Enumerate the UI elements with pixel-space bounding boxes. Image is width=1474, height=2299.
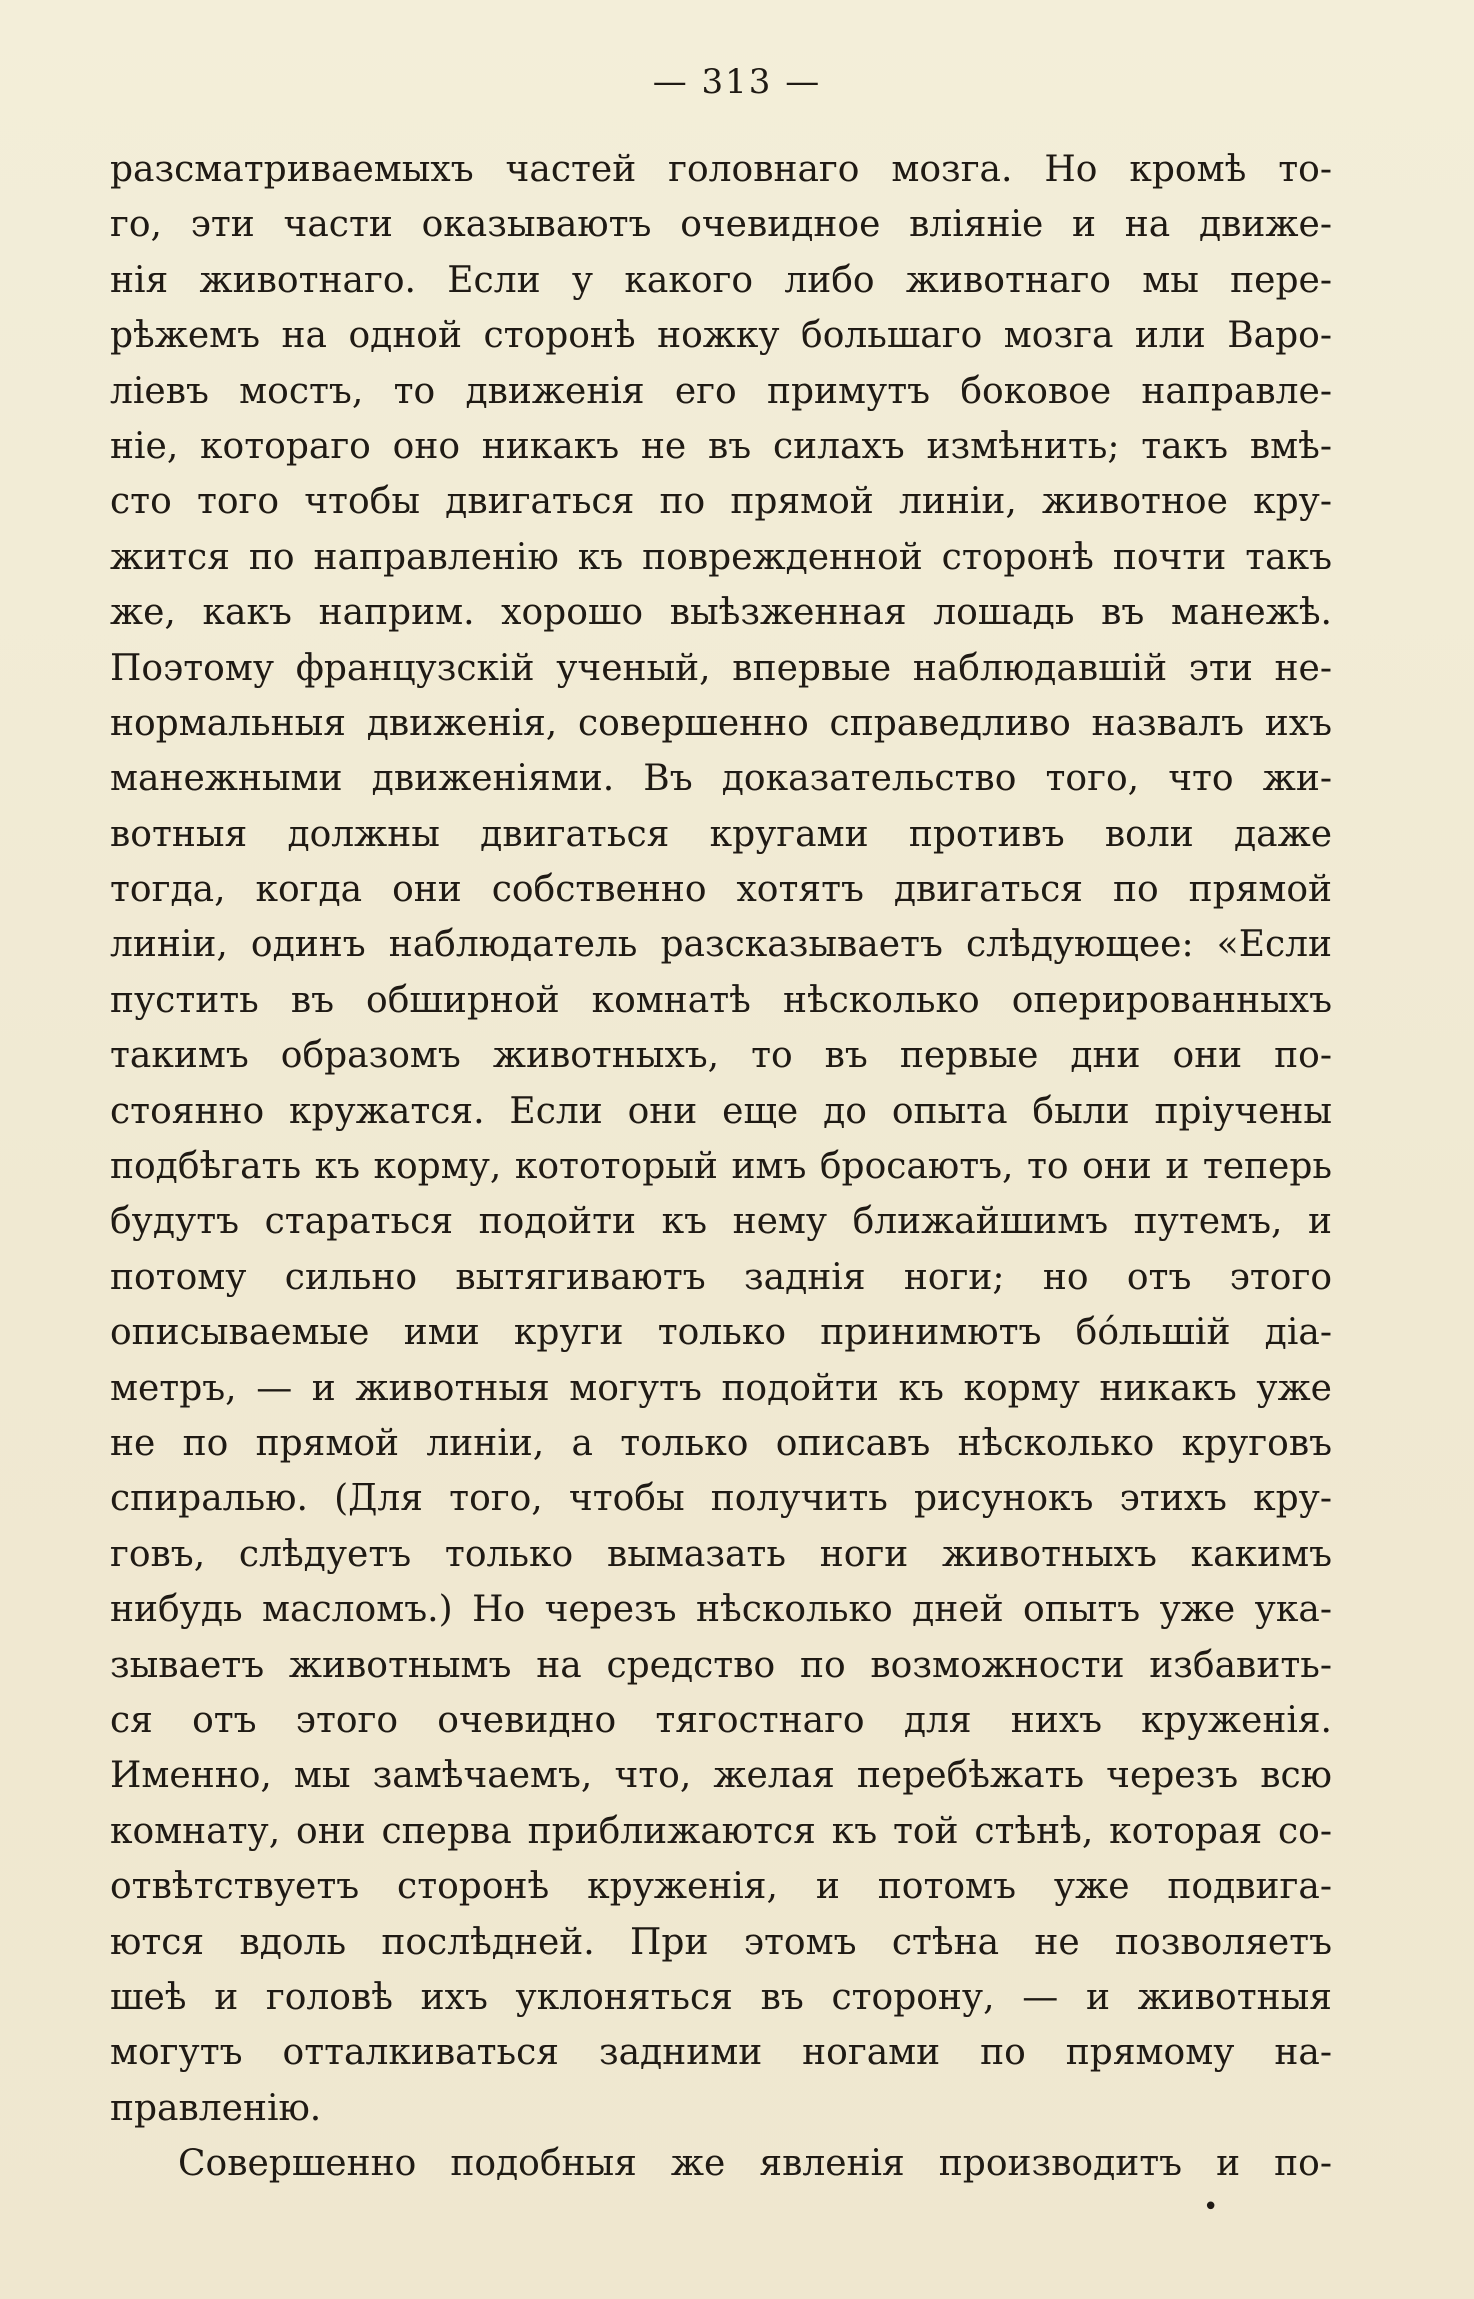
text-line: рѣжемъ на одной сторонѣ ножку большаго мозга или Варо- — [110, 315, 1332, 357]
text-line: подбѣгать къ корму, кототорый имъ бросаютъ, то они и теперь — [110, 1146, 1332, 1188]
text-line: спиралью. (Для того, чтобы получить рисунокъ этихъ кру- — [110, 1478, 1332, 1520]
text-line: ся отъ этого очевидно тягостнаго для нихъ круженія. — [110, 1699, 1332, 1741]
text-line: линіи, одинъ наблюдатель разсказываетъ слѣдующее: «Если — [110, 924, 1332, 966]
text-line: такимъ образомъ животныхъ, то въ первые дни они по- — [110, 1035, 1332, 1077]
text-line: зываетъ животнымъ на средство по возможности избавить- — [110, 1644, 1332, 1686]
text-line: же, какъ наприм. хорошо выѣзженная лошадь въ манежѣ. — [110, 592, 1332, 634]
paragraph-start-line: Совершенно подобныя же явленія производитъ и по- — [178, 2143, 1332, 2185]
text-line: жится по направленію къ поврежденной сторонѣ почти такъ — [110, 536, 1332, 578]
text-line: ются вдоль послѣдней. При этомъ стѣна не позволяетъ — [110, 1921, 1332, 1963]
text-line: манежными движеніями. Въ доказательство того, что жи- — [110, 758, 1332, 800]
text-line: Поэтому французскій ученый, впервые наблюдавшій эти не- — [110, 647, 1332, 689]
text-line: разсматриваемыхъ частей головнаго мозга. Но кромѣ то- — [110, 149, 1332, 190]
text-line: стоянно кружатся. Если они еще до опыта были пріучены — [110, 1090, 1332, 1132]
text-line: говъ, слѣдуетъ только вымазать ноги животныхъ какимъ — [110, 1533, 1332, 1575]
text-line: отвѣтствуетъ сторонѣ круженія, и потомъ уже подвига- — [110, 1866, 1332, 1908]
text-line: ліевъ мостъ, то движенія его примутъ боковое направле- — [110, 370, 1332, 412]
printer-mark: • — [1203, 2192, 1219, 2222]
text-line: потому сильно вытягиваютъ заднія ноги; но отъ этого — [110, 1256, 1332, 1298]
text-line: нибудь масломъ.) Но черезъ нѣсколько дней опытъ уже ука- — [110, 1589, 1332, 1631]
text-line: могутъ отталкиваться задними ногами по прямому на- — [110, 2032, 1332, 2074]
text-line: шеѣ и головѣ ихъ уклоняться въ сторону, — и животныя — [110, 1976, 1332, 2018]
text-line: тогда, когда они собственно хотятъ двигаться по прямой — [110, 869, 1332, 911]
text-line: сто того чтобы двигаться по прямой линіи, животное кру- — [110, 481, 1332, 523]
text-line: нія животнаго. Если у какого либо животнаго мы пере- — [110, 259, 1332, 301]
page-number: — 313 — — [652, 62, 822, 102]
text-line: пустить въ обширной комнатѣ нѣсколько оперированныхъ — [110, 979, 1332, 1021]
text-line: нормальныя движенія, совершенно справедливо назвалъ ихъ — [110, 702, 1332, 744]
text-line: ніе, котораго оно никакъ не въ силахъ измѣнить; такъ вмѣ- — [110, 425, 1332, 467]
text-line: комнату, они сперва приближаются къ той стѣнѣ, которая со- — [110, 1810, 1332, 1852]
body-text — [110, 142, 1332, 2191]
text-line: метръ, — и животныя могутъ подойти къ корму никакъ уже — [110, 1367, 1332, 1409]
text-line: не по прямой линіи, а только описавъ нѣсколько круговъ — [110, 1422, 1332, 1464]
text-line: го, эти части оказываютъ очевидное вліяніе и на движе- — [110, 204, 1332, 246]
text-line: вотныя должны двигаться кругами противъ воли даже — [110, 813, 1332, 855]
paragraph-end-line: правленію. — [110, 2087, 322, 2129]
text-line: будутъ стараться подойти къ нему ближайшимъ путемъ, и — [110, 1201, 1332, 1243]
text-line: описываемые ими круги только принимютъ бо́льшій діа- — [110, 1312, 1332, 1354]
text-line: Именно, мы замѣчаемъ, что, желая перебѣжать черезъ всю — [110, 1755, 1332, 1797]
